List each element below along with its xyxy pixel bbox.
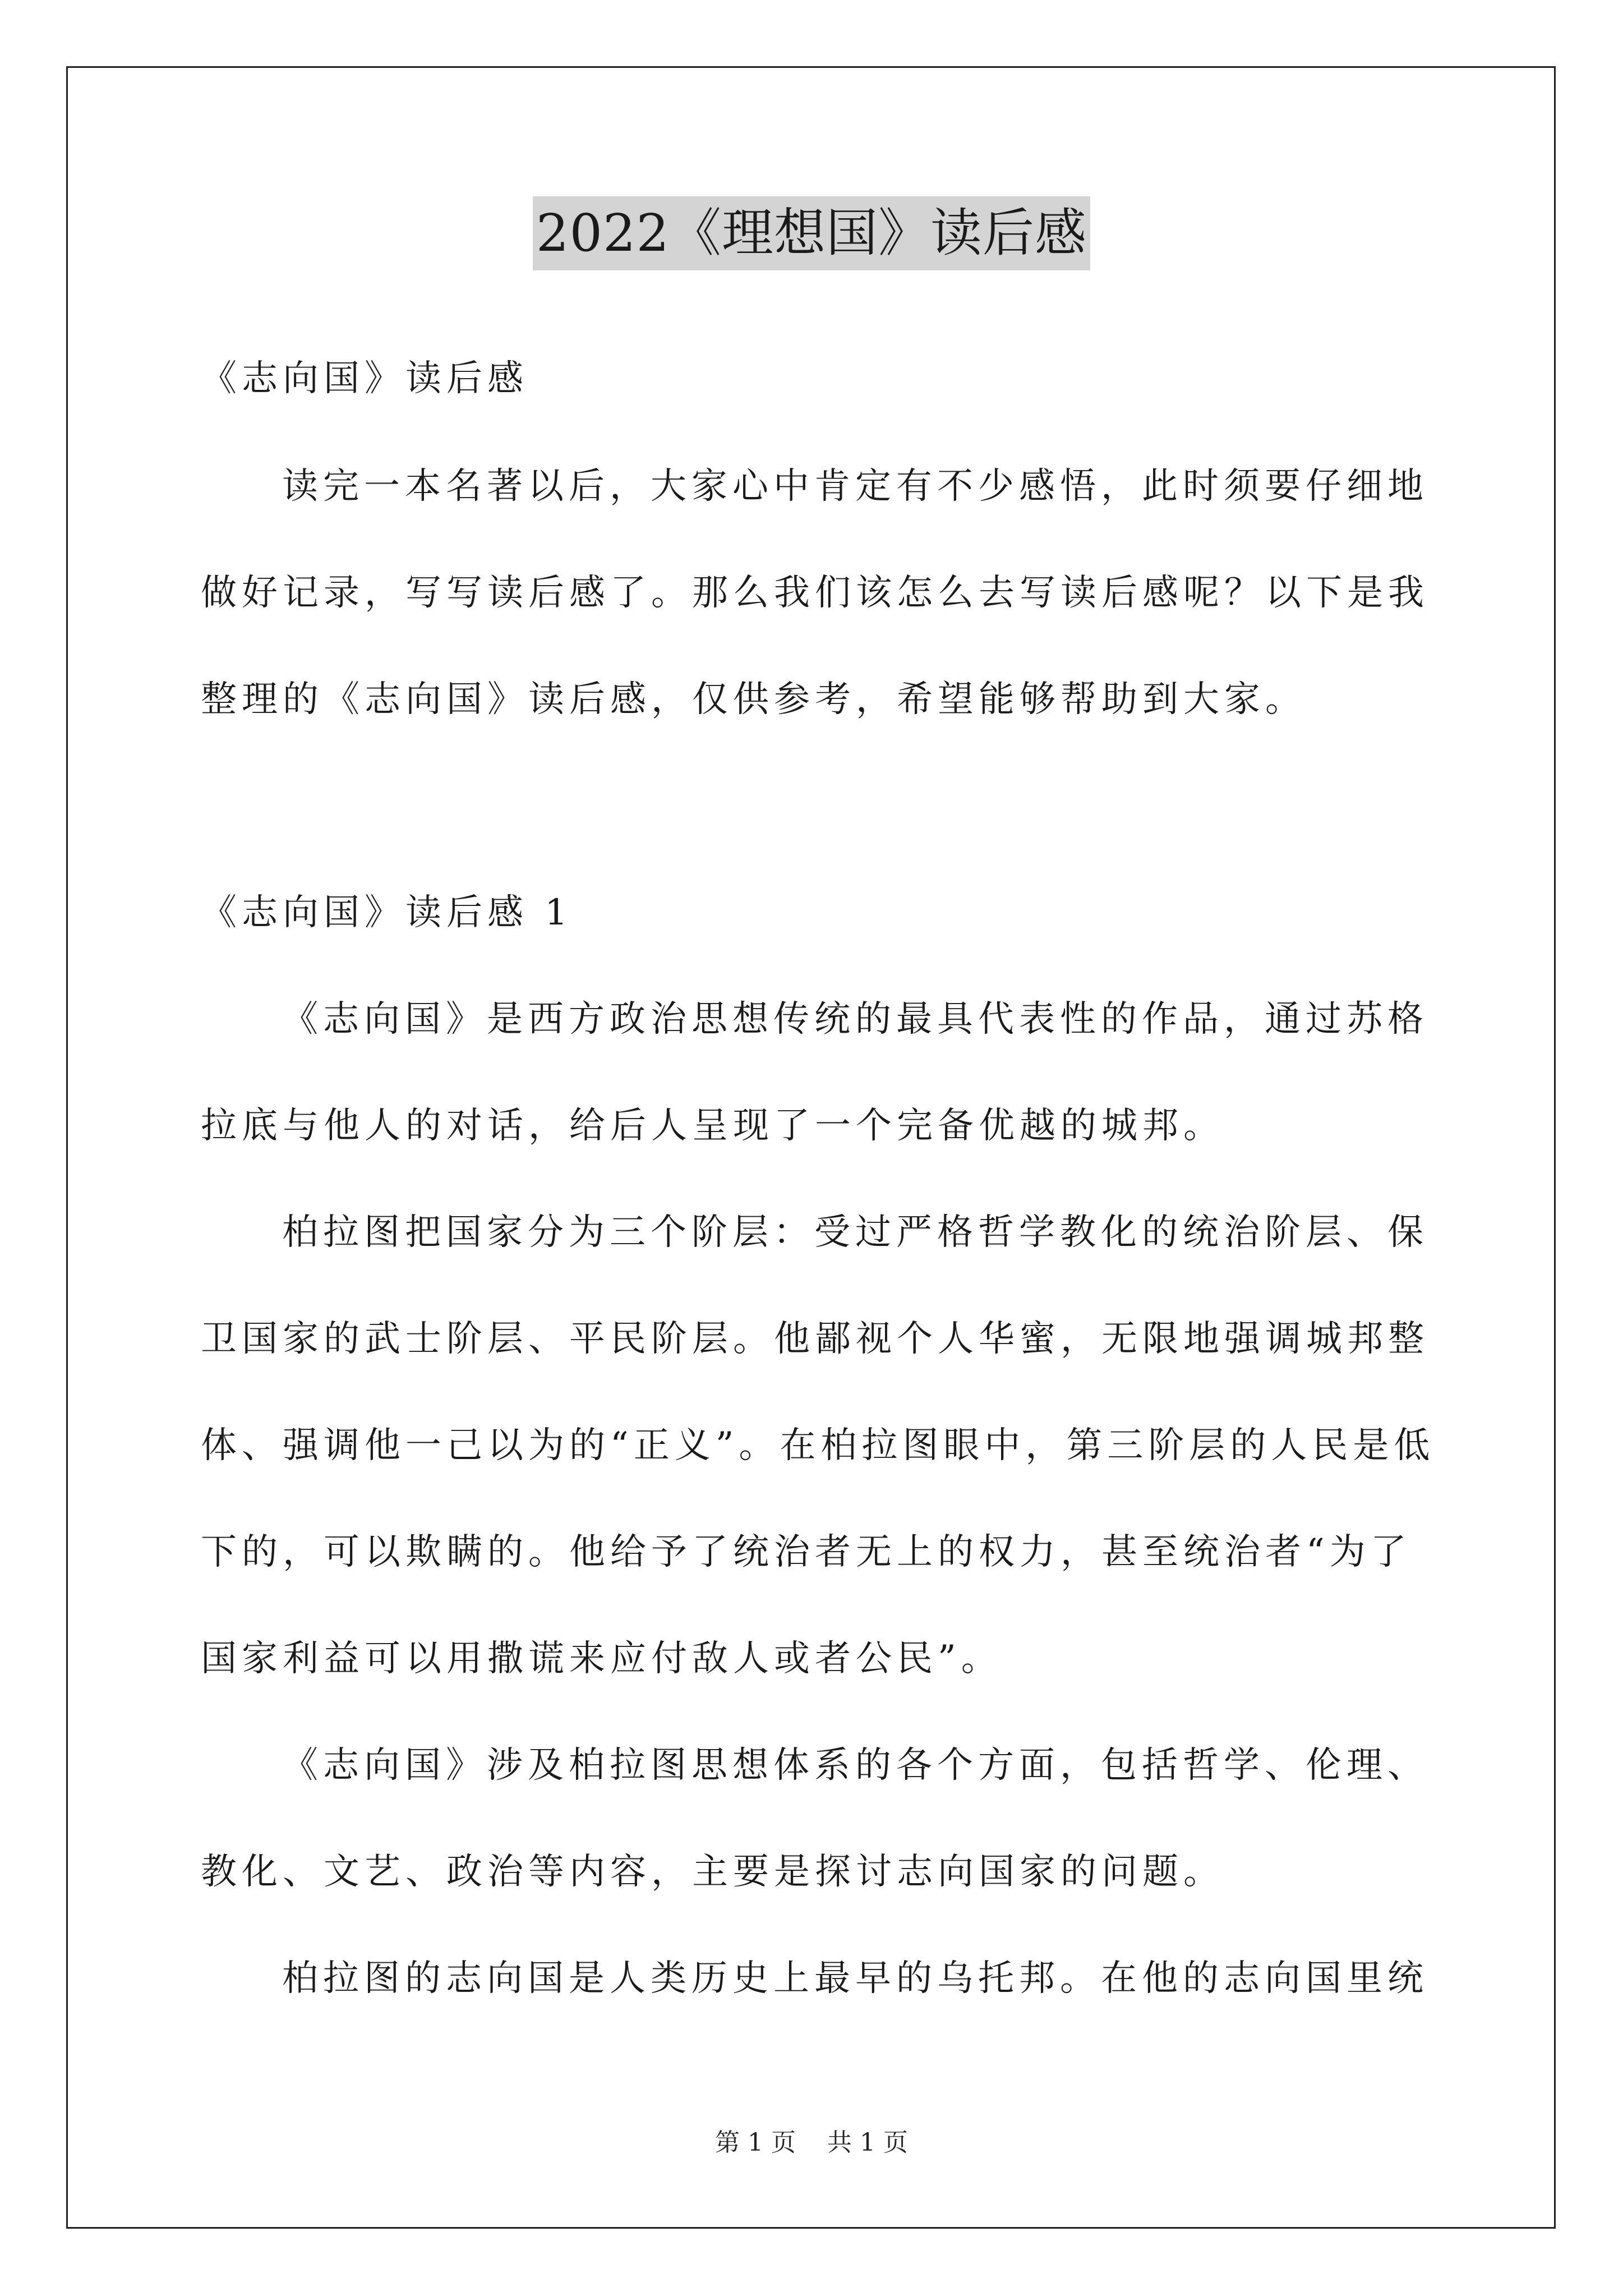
paragraph-line: 整理的《志向国》读后感，仅供参考，希望能够帮助到大家。 [201,679,1306,720]
paragraph-line: 读完一本名著以后，大家心中肯定有不少感悟，此时须要仔细地 [282,466,1428,507]
paragraph-line: 国家利益可以用撒谎来应付敌人或者公民”。 [201,1638,1002,1680]
document-title: 2022《理想国》读后感 [533,196,1090,270]
section-heading: 《志向国》读后感 [201,358,528,399]
paragraph-line: 柏拉图的志向国是人类历史上最早的乌托邦。在他的志向国里统 [282,1958,1428,1999]
page-footer [0,2126,1623,2160]
paragraph-line: 《志向国》是西方政治思想传统的最具代表性的作品，通过苏格 [282,999,1428,1040]
paragraph-line: 拉底与他人的对话，给后人呈现了一个完备优越的城邦。 [201,1105,1224,1147]
page-total: 共 1 页 [827,2128,908,2157]
paragraph-line: 《志向国》涉及柏拉图思想体系的各个方面，包括哲学、伦理、 [282,1745,1428,1786]
paragraph-line: 卫国家的武士阶层、平民阶层。他鄙视个人华蜜，无限地强调城邦整 [201,1318,1429,1360]
section-heading: 《志向国》读后感 1 [201,892,573,933]
paragraph-line: 体、强调他一己以为的“正义”。在柏拉图眼中，第三阶层的人民是低 [201,1425,1435,1466]
paragraph-line: 教化、文艺、政治等内容，主要是探讨志向国家的问题。 [201,1851,1224,1893]
paragraph-line: 做好记录，写写读后感了。那么我们该怎么去写读后感呢？以下是我 [201,572,1429,614]
paragraph-line: 下的，可以欺瞒的。他给予了统治者无上的权力，甚至统治者“为了 [201,1531,1412,1573]
paragraph-line: 柏拉图把国家分为三个阶层：受过严格哲学教化的统治阶层、保 [282,1212,1428,1253]
page-number: 第 1 页 [715,2128,796,2157]
title-container [0,196,1623,270]
